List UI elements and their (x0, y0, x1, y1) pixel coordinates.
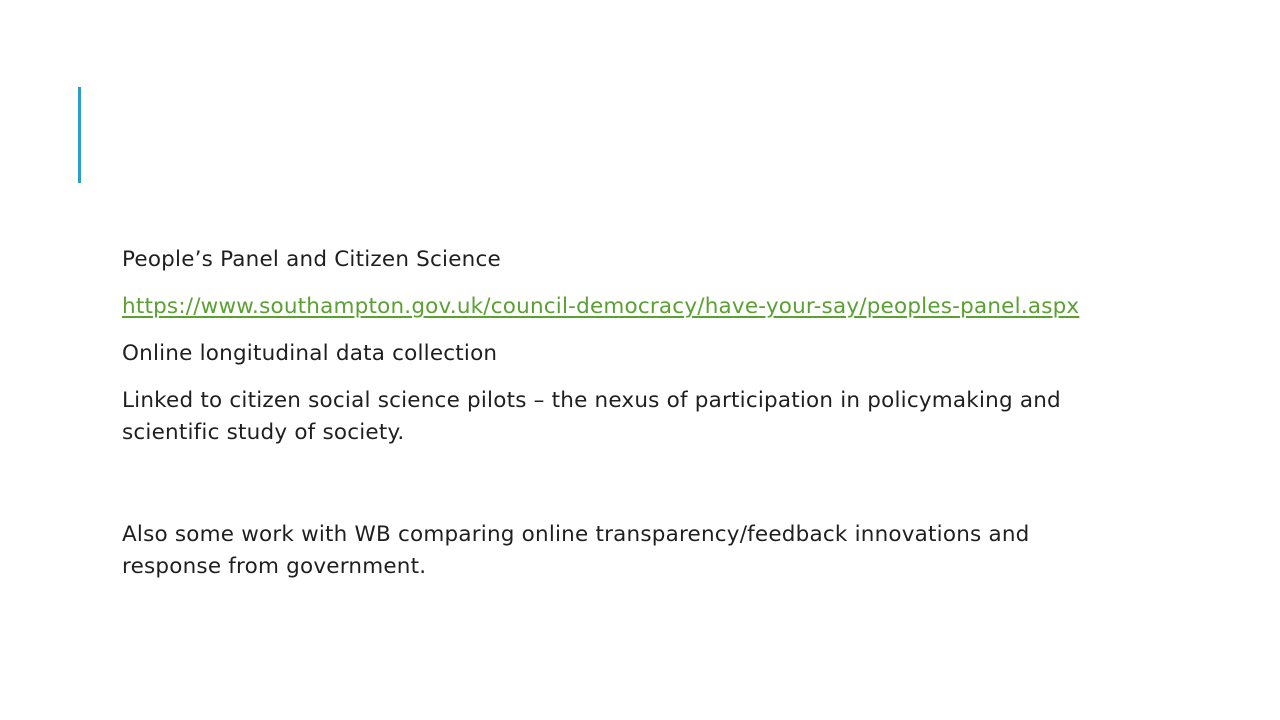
peoples-panel-link[interactable]: https://www.southampton.gov.uk/council-democracy/have-your-say/peoples-panel.aspx (122, 294, 1080, 319)
citizen-science-text: Linked to citizen social science pilots – the nexus of participation in policymaking and scientific study of society. (122, 388, 1061, 445)
data-collection-text: Online longitudinal data collection (122, 341, 498, 366)
slide-body (122, 244, 1132, 598)
wb-work-text: Also some work with WB comparing online transparency/feedback innovations and response from government. (122, 522, 1030, 579)
title-accent-bar (78, 87, 81, 183)
panel-heading-text: People’s Panel and Citizen Science (122, 247, 501, 272)
paragraph-spacer (122, 464, 1132, 519)
link-paragraph (122, 291, 1132, 323)
